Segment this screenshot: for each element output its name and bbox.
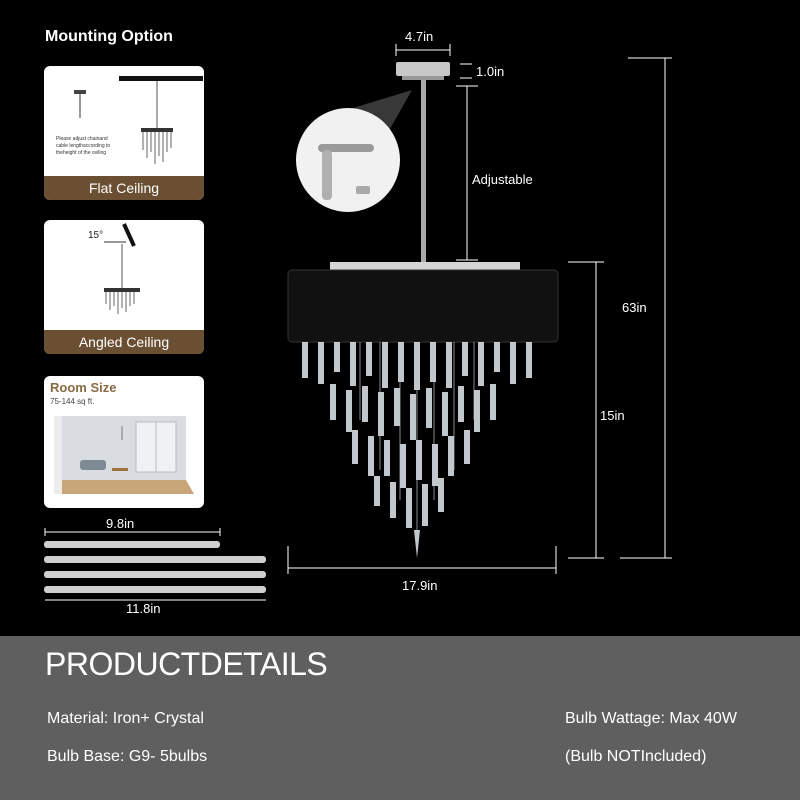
short-rod-label: 9.8in (106, 516, 135, 531)
product-details-panel (0, 636, 800, 800)
bulb-base-spec: Bulb Base: G9- 5bulbs (47, 748, 208, 765)
material-spec: Material: Iron+ Crystal (47, 710, 204, 727)
mounting-option-heading: Mounting Option (45, 28, 173, 45)
total-height-label: 63in (622, 300, 647, 315)
product-details-title: PRODUCTDETAILS (45, 646, 328, 682)
bulb-wattage-spec: Bulb Wattage: Max 40W (565, 710, 737, 727)
flat-note-line-3: theheight of the ceiling (56, 150, 107, 156)
angled-ceiling-caption: Angled Ceiling (44, 330, 204, 354)
bulb-not-included-note: (Bulb NOTIncluded) (565, 748, 707, 765)
long-rod-label: 11.8in (126, 601, 161, 616)
adjustable-label: Adjustable (472, 172, 533, 187)
canopy-width-label: 4.7in (405, 29, 434, 44)
canopy-height-label: 1.0in (476, 64, 505, 79)
flat-note-line-2: cable lengthaccording to (56, 143, 111, 149)
body-height-label: 15in (600, 408, 625, 423)
angle-label: 15° (88, 230, 104, 241)
diameter-label: 17.9in (402, 578, 438, 593)
flat-note-line-1: Please adjust chainand (56, 136, 108, 142)
flat-ceiling-caption: Flat Ceiling (44, 176, 204, 200)
room-size-title: Room Size (50, 380, 117, 395)
room-size-subtitle: 75-144 sq ft. (50, 397, 95, 406)
